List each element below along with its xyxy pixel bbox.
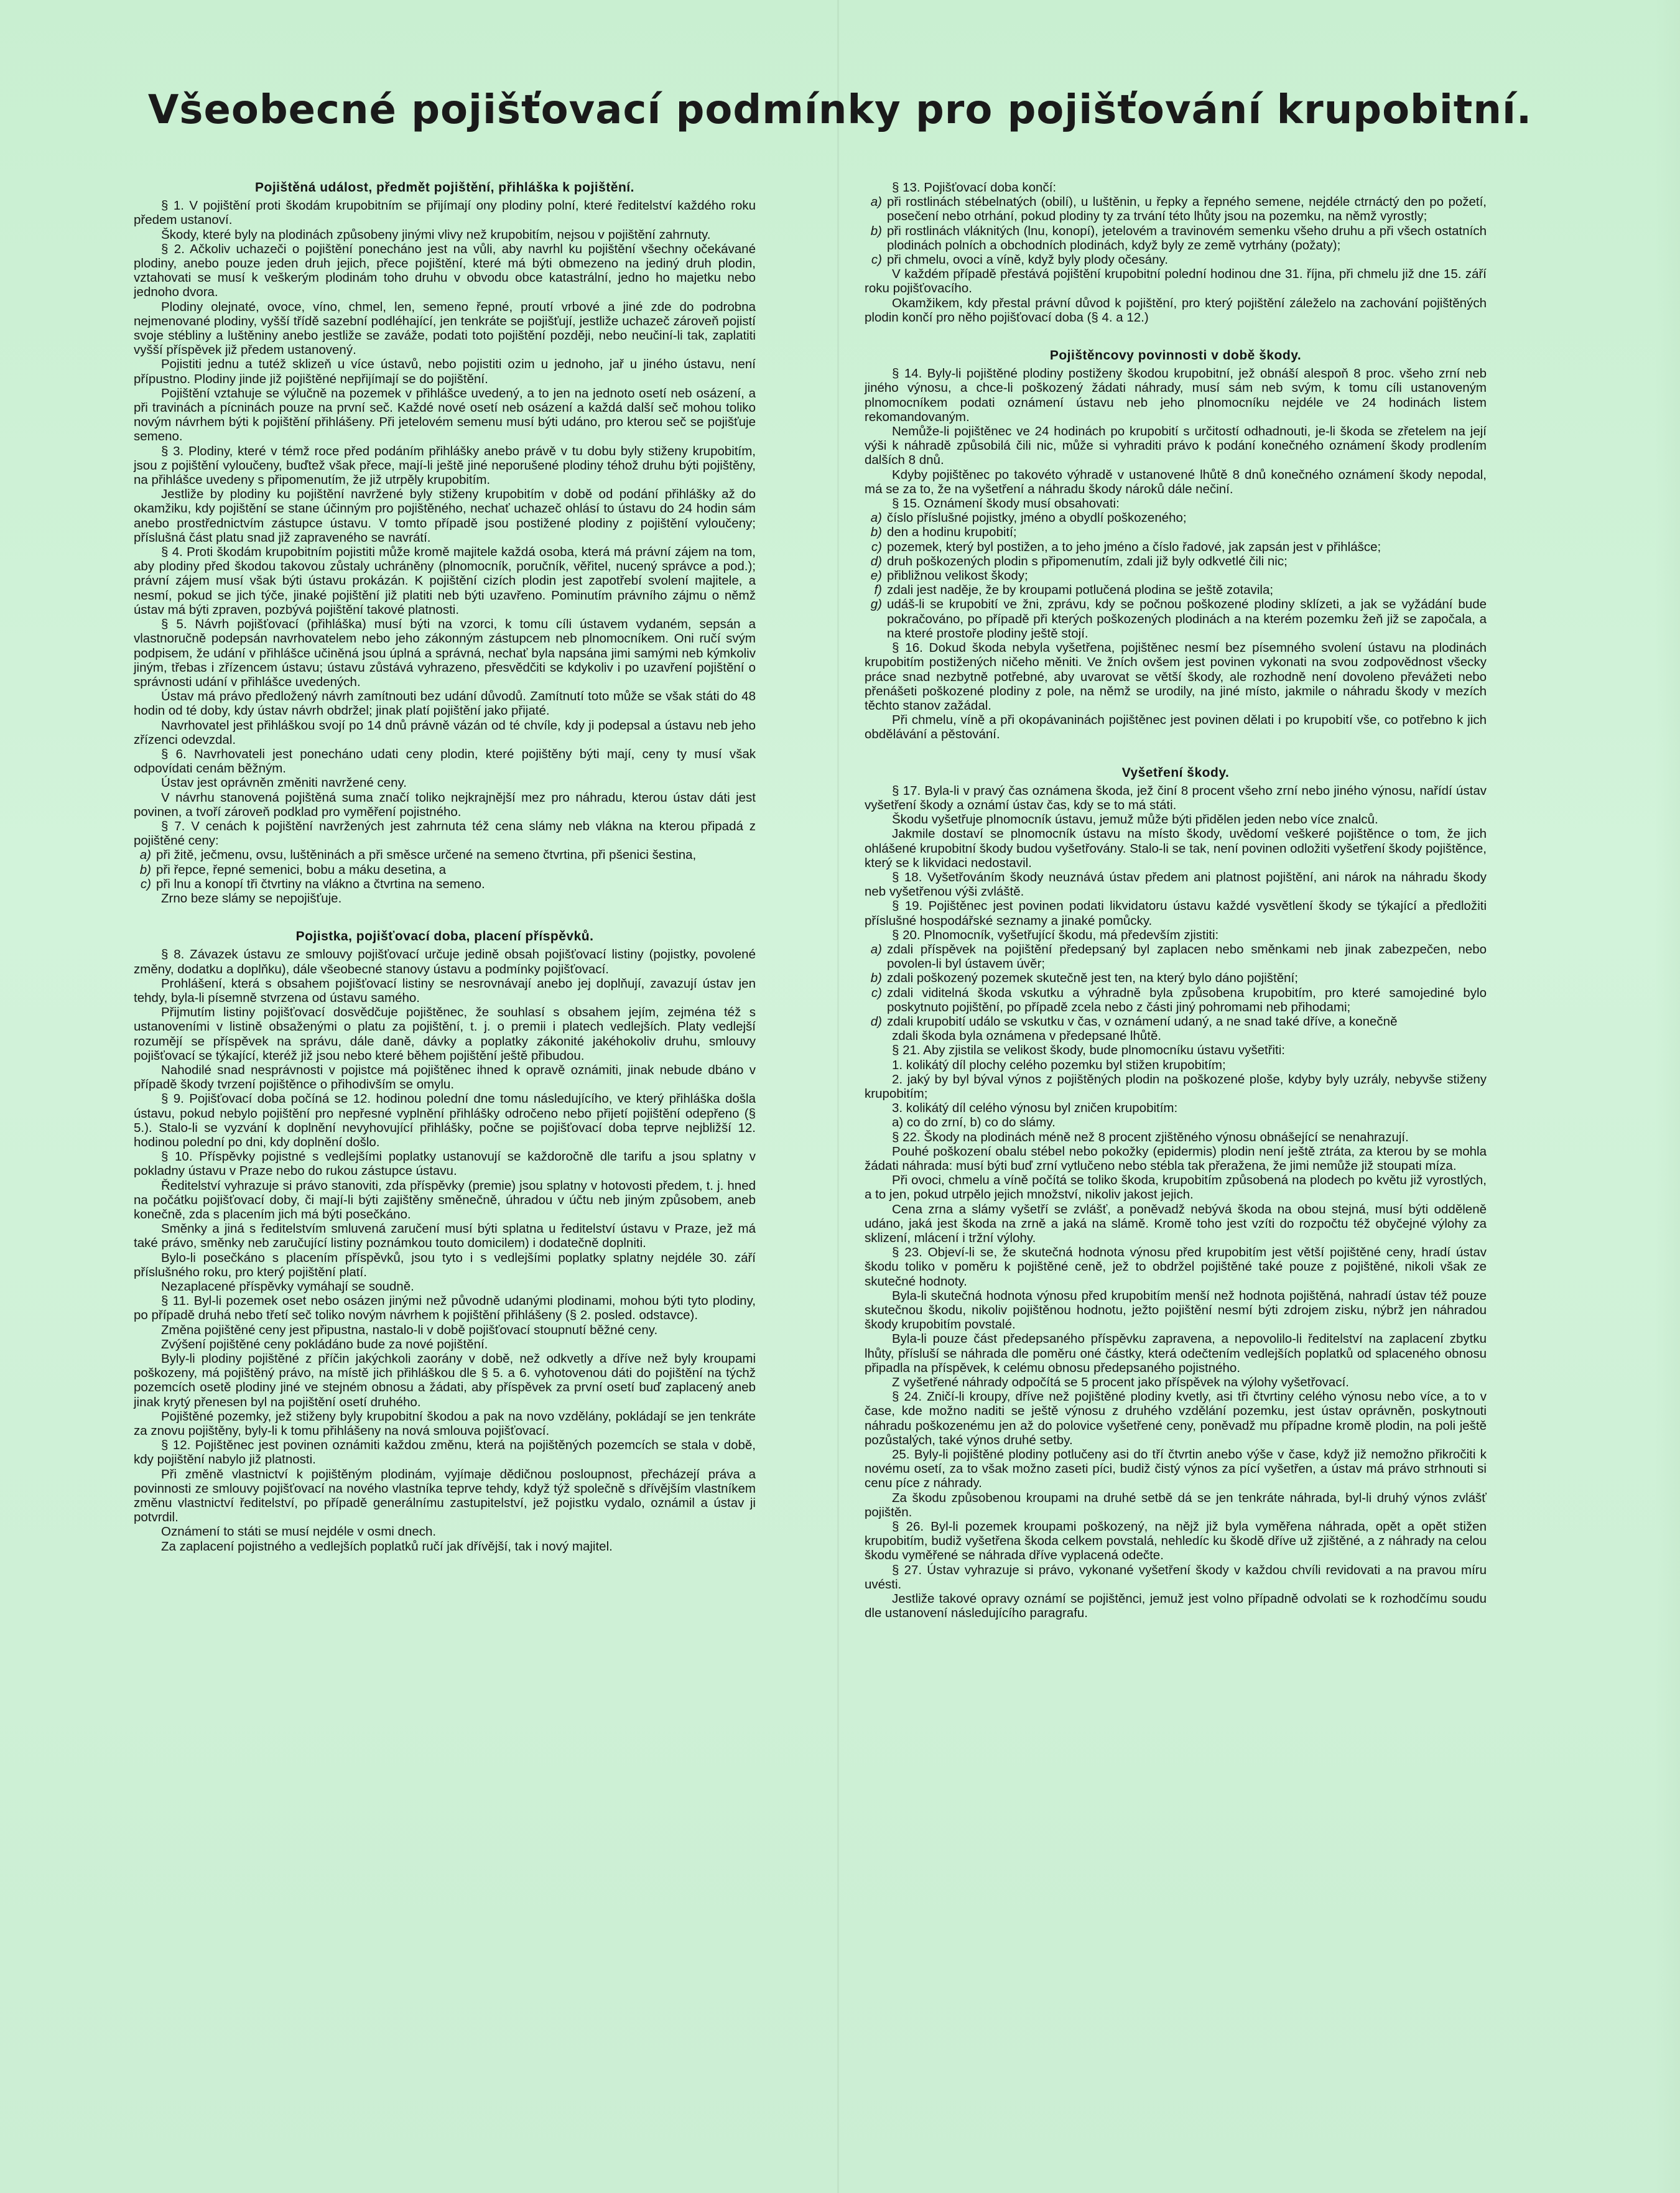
paragraph: § 20. Plnomocník, vyšetřující škodu, má především zjistiti: <box>892 927 1219 942</box>
paragraph: Škody, které byly na plodinách způsobeny jinými vlivy než krupobitím, nejsou v pojištění zahrnuty. <box>161 227 711 242</box>
list-item <box>134 863 756 877</box>
paragraph: § 15. Oznámení škody musí obsahovati: <box>892 496 1120 511</box>
section-heading: Pojištěncovy povinnosti v době škody. <box>1049 348 1302 363</box>
paragraph: Oznámení to státi se musí nejdéle v osmi dnech. <box>161 1524 437 1539</box>
list-item-text: přibližnou velikost škody; <box>887 568 1028 583</box>
list-item <box>865 253 1487 267</box>
paragraph: Nemůže-li pojištěnec ve 24 hodinách po krupobití s určitostí odhadnouti, je-li škoda se zřetelem na její výši k náhradě způsobilá čili nic, může si vyhraditi právo k podání konečného oznámení škody prodlením dalších 8 dnů. <box>865 424 1487 468</box>
list-item-marker: d) <box>870 554 882 568</box>
paragraph: § 14. Byly-li pojištěné plodiny postiženy škodou krupobitní, jež obnáší alespoň 8 proc. všeho zrní neb jiného výnosu, a chce-li poškozený žádati náhrady, musí sám neb svým, k tomu cíli ustanoveným plnomocníkem podati oznámení ústavu neb jeho plnomocníku nejdéle ve 24 hodinách listem rekomandovaným. <box>865 366 1487 424</box>
list-item-marker: b) <box>870 223 882 238</box>
left-column <box>134 180 756 1554</box>
paragraph: § 22. Škody na plodinách méně než 8 procent zjištěného výnosu obnášející se nenahrazují. <box>892 1129 1409 1144</box>
paragraph: Za zaplacení pojistného a vedlejších poplatků ručí jak dřívější, tak i nový majitel. <box>161 1539 613 1554</box>
list-item-marker: d) <box>870 1014 882 1029</box>
paragraph: Byla-li skutečná hodnota výnosu před krupobitím menší než hodnota pojištěná, nahradí ústav též pouze skutečnou škodu, nikoliv pojištěnou hodnotu, ježto pojištění nesmí býti zdrojem zisku, nýbrž jen náhradou škody krupobitím povstalé. <box>865 1288 1487 1332</box>
paragraph: § 9. Pojišťovací doba počíná se 12. hodinou polední dne tomu následujícího, ve který přihláška došla ústavu, pokud nebylo pojištění pro nepřesné vyplnění přihlášky odročeno nebo přijetí pojištění odepřeno (§ 5.). Stalo-li se vyzvání k doplnění nevyhovující přihlášky, počne se pojišťovací doba teprve nejbližší 12. hodinou polední po dni, kdy doplnění došlo. <box>134 1092 756 1149</box>
section-heading: Pojistka, pojišťovací doba, placení příspěvků. <box>295 929 594 944</box>
paragraph: Pouhé poškození obalu stébel nebo pokožky (epidermis) plodin není ještě ztráta, za kterou by se mohla žádati náhrada: musí býti buď zrní vytlučeno nebo stébla tak přeražena, že jimi nemůže již stoupati míza. <box>865 1144 1487 1173</box>
paragraph: Z vyšetřené náhrady odpočítá se 5 procent jako příspěvek na výlohy vyšetřovací. <box>892 1375 1349 1390</box>
right-column <box>865 180 1487 1621</box>
list-item-text: číslo příslušné pojistky, jméno a obydlí poškozeného; <box>887 511 1187 526</box>
list-item <box>865 971 1487 985</box>
section-gap <box>134 906 756 929</box>
list-item-marker: e) <box>870 568 882 583</box>
paragraph: § 11. Byl-li pozemek oset nebo osázen jinými než původně udanými plodinami, mohou býti tyto plodiny, po případě druhá nebo třetí seč toliko novým návrhem k pojištění přihlášeny (§ 2. posled. odstavce). <box>134 1294 756 1323</box>
paragraph: § 12. Pojištěnec jest povinen oznámiti každou změnu, která na pojištěných pozemcích se stala v době, kdy pojištění nabylo již platnosti. <box>134 1438 756 1467</box>
list-item-text: druh poškozených plodin s připomenutím, zdali již byly odkvetlé čili nic; <box>887 554 1288 568</box>
list-item-text: při žitě, ječmenu, ovsu, luštěninách a při směsce určené na semeno čtvrtina, při pšenici šestina, <box>156 848 697 863</box>
section-heading: Vyšetření škody. <box>1121 765 1230 780</box>
paragraph: Navrhovatel jest přihláškou svojí po 14 dnů právně vázán od té chvíle, kdy ji podepsal a ústavu neb jeho zřízenci odevzdal. <box>134 718 756 747</box>
paragraph: Směnky a jiná s ředitelstvím smluvená zaručení musí býti splatna u ředitelství ústavu v Praze, jež má také právo, směnky neb zaručující listiny poznámkou touto domicilem) i dodatečně doplniti. <box>134 1222 756 1251</box>
list-item-marker: b) <box>139 862 151 877</box>
paragraph: 2. jaký by byl býval výnos z pojištěných plodin na poškozené ploše, kdyby byly uzrály, nebyvše stiženy krupobitím; <box>865 1072 1487 1101</box>
paragraph: Byly-li plodiny pojištěné z příčin jakýchkoli zaorány v době, než odkvetly a dříve než byly kroupami poškozeny, má pojištěný právo, na místě jich přihláškou dle § 5. a 6. vyhotovenou dáti do pojištění na týchž pozemcích osetě plodiny jiné ve stejném obnosu a žádati, aby příspěvek za první osetí buď zaplacený aneb jinak krytý přenesen byl na pojištění osetí druhého. <box>134 1352 756 1409</box>
paragraph: Pojištění vztahuje se výlučně na pozemek v přihlášce uvedený, a to jen na jednoto osetí neb osázení, a při travinách a pícninách pouze na první seč. Každé nové osetí neb osázení a každá další seč mohou toliko novým návrhem býti k pojištění přihlášeny. Při jetelovém semenu musí býti udáno, pro kterou seč se pojišťuje semeno. <box>134 386 756 444</box>
paragraph: Byla-li pouze část předepsaného příspěvku zapravena, a nepovolilo-li ředitelství na zaplacení zbytku lhůty, přísluší se náhrada dle poměru oné částky, která odečtením vedlejších poplatků od splaceného obnosu připadla na příspěvek, k celému obnosu předepsaného pojistného. <box>865 1332 1487 1375</box>
list-item-marker: a) <box>870 942 882 957</box>
list-item <box>865 195 1487 223</box>
list-item-text: zdali viditelná škoda vskutku a výhradně byla způsobena krupobitím, pro které samojediné bylo poskytnuto pojištění, po případě zcela nebo z části jiný pohromami neb přihodami; <box>887 985 1487 1014</box>
paragraph: Ředitelství vyhrazuje si právo stanoviti, zda příspěvky (premie) jsou splatny v hotovosti předem, t. j. hned na počátku pojišťovací doby, či mají-li býti zajištěny směnečně, úhradou v účtu neb jiným způsobem, aneb konečně, zda s placením jich má býti posečkáno. <box>134 1178 756 1222</box>
paragraph: Plodiny olejnaté, ovoce, víno, chmel, len, semeno řepné, proutí vrbové a jiné zde do podrobna nejmenované plodiny, vyšší třídě sazební podléhající, jen tenkráte se pojišťují, jestliže uchazeč zároveň pojistí svoje stébliny a luštěniny anebo jestliže se zaváže, podati toto pojištění později, nebo neučiní-li tak, zaplatiti vyšší příspěvek již předem ustanovený. <box>134 299 756 358</box>
paragraph: § 7. V cenách k pojištění navržených jest zahrnuta též cena slámy neb vlákna na kterou připadá z pojištěné ceny: <box>134 818 756 848</box>
list-item-text: při rostlinách stébelnatých (obilí), u luštěnin, u řepky a řepného semene, nejdéle ctrnáctý den po požetí, posečení nebo otrhání, pokud plodiny ty za trvání této lhůty jsou na pozemku, na němž vyrostly; <box>887 195 1487 224</box>
paragraph: § 17. Byla-li v pravý čas oznámena škoda, jež činí 8 procent všeho zrní nebo jiného výnosu, nařídí ústav vyšetření škody a oznámí ústav čas, kdy se to má státi. <box>865 783 1487 812</box>
list-item-marker: g) <box>870 597 882 612</box>
paragraph: Zvýšení pojištěné ceny pokládáno bude za nové pojištění. <box>161 1337 488 1352</box>
paragraph: Ústav jest oprávněn změniti navržené ceny. <box>161 776 407 790</box>
paragraph: Jestliže takové opravy oznámí se pojištěnci, jemuž jest volno případně odvolati se k rozhodčímu soudu dle ustanovení následujícího paragrafu. <box>865 1592 1487 1621</box>
paragraph: V návrhu stanovená pojištěná suma značí toliko nejkrajnější mez pro náhradu, kterou ústav dáti jest povinen, a tvoří zároveň podklad pro vyměření pojistného. <box>134 790 756 819</box>
list-item <box>865 224 1487 253</box>
paragraph: Pojistiti jednu a tutéž sklizeň u více ústavů, nebo pojistiti ozim u jednoho, jař u jiného ústavu, není přípustno. Plodiny jinde již pojištěné nepřijímají se do pojištění. <box>134 357 756 386</box>
list-item-marker: c) <box>871 985 882 1000</box>
list-item-marker: c) <box>871 539 882 554</box>
paragraph: Nezaplacené příspěvky vymáhají se soudně. <box>161 1279 414 1294</box>
list-item-marker: f) <box>874 583 882 598</box>
list-item-text: při chmelu, ovoci a víně, když byly plody očesány. <box>887 253 1168 267</box>
list-item-text: při řepce, řepné semenici, bobu a máku desetina, a <box>156 862 447 877</box>
paragraph: Jestliže by plodiny ku pojištění navržené byly stiženy krupobitím v době od podání přihlášky až do okamžiku, kdy pojištění se stane účinným pro pojištěného, nechať uchazeč ohlásí to ústavu do 24 hodin sám anebo prostřednictvím zástupce ústavu. V tomto případě jsou postižené plodiny z pojištění vyloučeny; příslušná část platu snad již zapraveného se navrátí. <box>134 487 756 545</box>
paragraph: Při chmelu, víně a při okopávaninách pojištěnec jest povinen dělati i po krupobití vše, co potřebno k jich obdělávání a pěstování. <box>865 713 1487 742</box>
list-item <box>865 554 1487 568</box>
list-item <box>865 540 1487 554</box>
paragraph: Kdyby pojištěnec po takovéto výhradě v ustanovené lhůtě 8 dnů konečného oznámení škody nepodal, má se za to, že na vyšetření a náhradu škody nároků dále nečiní. <box>865 467 1487 496</box>
paragraph: Při změně vlastnictví k pojištěným plodinám, vyjímaje dědičnou posloupnost, přecházejí práva a povinnosti ze smlouvy pojišťovací na nového vlastníka teprve tehdy, když týž společně s dřívějším vlastníkem změnu vlastnictví ředitelství, po případě generálnímu zastupitelství, jež pojistku vydalo, oznámil a ústav ji potvrdil. <box>134 1467 756 1525</box>
paragraph: Změna pojištěné ceny jest připustna, nastalo-li v době pojišťovací stoupnutí běžné ceny. <box>161 1322 658 1337</box>
list-item-text: udáš-li se krupobití ve žni, zprávu, kdy se počnou poškozené plodiny sklízeti, a jak se vyžádání bude pokračováno, po případě při kterých poškozených plodinách a na kterém pozemku žeň již se započala, a na které prostoře plodiny ještě stojí. <box>887 597 1487 641</box>
paragraph: § 2. Ačkoliv uchazeči o pojištění ponecháno jest na vůli, aby navrhl ku pojištění všechny očekávané plodiny, anebo pouze jeden druh jejich, přece pojištění, které má býti obmezeno na jediný druh plodin, vztahovati se musí k veškerým plodinám toho druhu v obvodu obce katastrální, jedno ho majetku nebo jednoho dvora. <box>134 241 756 300</box>
paragraph: 1. kolikátý díl plochy celého pozemku byl stižen krupobitím; <box>892 1057 1226 1072</box>
paragraph: Bylo-li posečkáno s placením příspěvků, jsou tyto i s vedlejšími poplatky splatny nejdéle 30. září příslušného roku, pro který pojištění platí. <box>134 1250 756 1279</box>
paragraph: § 4. Proti škodám krupobitním pojistiti může kromě majitele každá osoba, která má právní zájem na tom, aby plodiny před škodou takovou zůstaly uchráněny (plnomocník, poručník, věřitel, nucený správce a pod.); právní zájem musí však býti ústavu prokázán. K pojištění cizích plodin jest zapotřebí svolení majitele, a nesmí, pokud se jich týče, jinaké pojištění již platiti neb býti uzavřeno. Pominutím právního zájmu o němž ústav má býti zpraven, pozbývá pojištění takové platnosti. <box>134 545 756 617</box>
list-item-text: zdali poškozený pozemek skutečně jest ten, na který bylo dáno pojištění; <box>887 971 1298 986</box>
paragraph: § 19. Pojištěnec jest povinen podati likvidatoru ústavu každé vysvětlení škody se týkající a předložiti příslušné hospodářské seznamy a jinaké pomůcky. <box>865 899 1487 928</box>
list-item-marker: a) <box>139 848 151 863</box>
paragraph: Při ovoci, chmelu a víně počítá se toliko škoda, krupobitím způsobená na plodech po květu již vyrostlých, a to jen, pokud utrpělo jejich množství, nikoliv jakost jejich. <box>865 1173 1487 1202</box>
paragraph: § 21. Aby zjistila se velikost škody, bude plnomocníku ústavu vyšetřiti: <box>892 1043 1286 1058</box>
paragraph: Jakmile dostaví se plnomocník ústavu na místo škody, uvědomí veškeré pojištěnce o tom, že jich ohlášené krupobitní škody budou vyšetřovány. Stalo-li se tak, není povinen odložiti vyšetření škody pojištěnce, který se k likvidaci nedostavil. <box>865 827 1487 870</box>
paragraph: § 18. Vyšetřováním škody neuznává ústav předem ani platnost pojištění, ani nárok na náhradu škody neb vyšetřenou výši zvláště. <box>865 869 1487 899</box>
paragraph: § 24. Zničí-li kroupy, dříve než pojištěné plodiny kvetly, asi tři čtvrtiny celého výnosu nebo více, a to v čase, kde možno naditi se ještě výnosu z druhého vzdělání pozemku, jest ústav oprávněn, poskytnouti náhradu poškozenému jen až do polovice vyšetřené ceny, poněvadž mu případne kromě plodin, na poli ještě pozůstalých, také výnos druhé setby. <box>865 1389 1487 1447</box>
paragraph: Ústav má právo předložený návrh zamítnouti bez udání důvodů. Zamítnutí toto může se však státi do 48 hodin od té doby, kdy ústav návrh obdržel; jinak platí pojištění jako přijaté. <box>134 689 756 718</box>
list-item-marker: b) <box>870 971 882 986</box>
paragraph: § 16. Dokud škoda nebyla vyšetřena, pojištěnec nesmí bez písemného svolení ústavu na plodinách krupobitím postižených ničeho měniti. Ve žních ovšem jest povinen vykonati na svou zodpovědnost všecky práce snad nezbytně potřebné, aby uvarovat se větší škody, ale rozhodně není dovoleno převážeti nebo přenášeti poškozené plodiny z pole, na němž se urodily, na jiné místo, jakmile o náhradu škody v mezích těchto stanov zažádal. <box>865 641 1487 713</box>
paragraph: Přijmutím listiny pojišťovací dosvědčuje pojištěnec, že souhlasí s obsahem jejím, zejména též s ustanoveními v listině obsaženými o platu za pojištění, t. j. o premii i platech vedlejších. Platy vedlejší rozumějí se příspěvek na správu, dále daně, dávky a poplatky zákonité jakéhokoliv druhu, smlouvy pojišťovací se týkající, kteréž již jsou nebo které během pojištění ještě přibudou. <box>134 1005 756 1063</box>
list-item-marker: c) <box>140 876 151 891</box>
section-gap <box>865 325 1487 348</box>
paragraph: zdali škoda byla oznámena v předepsané lhůtě. <box>892 1029 1162 1044</box>
paragraph: § 5. Návrh pojišťovací (přihláška) musí býti na vzorci, k tomu cíli ústavem vydaném, sepsán a vlastnoručně podepsán navrhovatelem nebo jeho zákonným zástupcem neb plnomocníkem. Oni ručí svým podpisem, že udání v přihlášce učiněná jsou úplná a správná, nechať byla napsána jimi samými neb kýmkoliv jiným, třebas i zřízencem ústavu; ústavu zůstává vyhrazeno, přesvědčiti se kdykoliv i po uzavření pojištění o správnosti udání v přihlášce uvedených. <box>134 617 756 689</box>
paragraph: Škodu vyšetřuje plnomocník ústavu, jemuž může býti přidělen jeden nebo více znalců. <box>892 812 1378 827</box>
document-title: Všeobecné pojišťovací podmínky pro pojišťování krupobitní. <box>147 87 1533 133</box>
list-item <box>865 942 1487 971</box>
section-heading: Pojištěná událost, předmět pojištění, přihláška k pojištění. <box>255 180 634 195</box>
paragraph: § 10. Příspěvky pojistné s vedlejšími poplatky ustanovují se každoročně dle tarifu a jsou splatny v pokladny ústavu v Praze nebo do rukou zástupce ústavu. <box>134 1149 756 1179</box>
list-item-text: den a hodinu krupobití; <box>887 525 1017 540</box>
list-item-text: při lnu a konopí tři čtvrtiny na vlákno a čtvrtina na semeno. <box>156 876 485 891</box>
list-item <box>134 877 756 891</box>
paragraph: § 1. V pojištění proti škodám krupobitním se přijímají ony plodiny polní, které ředitelství každého roku předem ustanoví. <box>134 198 756 228</box>
list-item-text: zdali jest naděje, že by kroupami potlučená plodina se ještě zotavila; <box>887 583 1274 598</box>
list-item <box>865 568 1487 583</box>
paragraph: Zrno beze slámy se nepojišťuje. <box>161 891 342 906</box>
list-item <box>134 848 756 862</box>
list-item-text: při rostlinách vláknitých (lnu, konopí), jetelovém a travinovém semenku všeho druhu a při všech ostatních plodinách polních a obchodních plodinách, když byly ze země vytrhány (požaty); <box>887 223 1487 253</box>
list-item <box>865 511 1487 525</box>
paragraph: a) co do zrní, b) co do slámy. <box>892 1115 1056 1130</box>
paragraph: § 27. Ústav vyhrazuje si právo, vykonané vyšetření škody v každou chvíli revidovati a na pravou míru uvésti. <box>865 1562 1487 1592</box>
paragraph: 25. Byly-li pojištěné plodiny potlučeny asi do tří čtvrtin anebo výše v čase, když již nemožno přikročiti k novému osetí, za to však možno zaseti píci, budiž čistý výnos za pící vyšetřen, a ústav má právo strhnouti si cenu píce z náhrady. <box>865 1447 1487 1491</box>
list-item <box>865 986 1487 1014</box>
paragraph: § 23. Objeví-li se, že skutečná hodnota výnosu před krupobitím jest větší pojištěné ceny, hradí ústav škodu toliko v poměru k pojištěné ceně, jež to obdržel pojištěné také pouze z pojištěné, nikoli však ze skutečné hodnoty. <box>865 1245 1487 1289</box>
list-item-marker: a) <box>870 195 882 210</box>
page-fold <box>837 0 839 2193</box>
paragraph: Okamžikem, kdy přestal právní důvod k pojištění, pro který pojištění záleželo na zachování pojištěných plodin končí pro něho pojišťovací doba (§ 4. a 12.) <box>865 295 1487 325</box>
list-item <box>865 597 1487 641</box>
paragraph: V každém případě přestává pojištění krupobitní polední hodinou dne 31. října, při chmelu již dne 15. září roku pojišťovacího. <box>865 267 1487 296</box>
paragraph: Nahodilé snad nesprávnosti v pojistce má pojištěnec ihned k opravě oznámiti, jinak nebude dbáno v případě škody tvrzení pojištěnce o přihodivším se omylu. <box>134 1062 756 1092</box>
list-item <box>865 583 1487 597</box>
paragraph: Prohlášení, která s obsahem pojišťovací listiny se nesrovnávají anebo jej doplňují, zavazují ústav jen tehdy, byla-li písemně stvrzena od ústavu samého. <box>134 976 756 1005</box>
list-item-text: pozemek, který byl postižen, a to jeho jméno a číslo řadové, jak zapsán jest v přihlášce; <box>887 539 1381 554</box>
paragraph: Pojištěné pozemky, jež stiženy byly krupobitní škodou a pak na novo vzdělány, pokládají se jen tenkráte za znovu pojištěny, byly-li k tomu přihlášeny na nová smlouva pojišťovací. <box>134 1409 756 1439</box>
paragraph: 3. kolikátý díl celého výnosu byl zničen krupobitím: <box>892 1101 1178 1116</box>
list-item-marker: b) <box>870 525 882 540</box>
paragraph: § 3. Plodiny, které v témž roce před podáním přihlášky anebo právě v tu dobu byly stiženy krupobitím, jsou z pojištění vyloučeny, buďtež však přece, mají-li ještě jiné neporušené plodiny téhož druhu býti pojištěny, na přihlášce uvedeny s připomenutím, že již utrpěly krupobitím. <box>134 443 756 488</box>
list-item-text: zdali příspěvek na pojištění předepsaný byl zaplacen nebo směnkami neb jinak zabezpečen, nebo povolen-li byl ústavem úvěr; <box>887 942 1487 971</box>
paragraph: § 26. Byl-li pozemek kroupami poškozený, na nějž již byla vyměřena náhrada, opět a opět stižen krupobitím, budiž vyšetřena škoda celkem povstalá, nehledíc ku škodě dříve už zjištěné, a z náhrady na celou škodu vyměřené se náhrada dříve vyplacená odečte. <box>865 1519 1487 1563</box>
paragraph: § 6. Navrhovateli jest ponecháno udati ceny plodin, které pojištěny býti mají, ceny ty musí však odpovídati cenám běžným. <box>134 746 756 776</box>
list-item-text: zdali krupobití událo se vskutku v čas, v oznámení udaný, a ne snad také dříve, a konečně <box>887 1014 1398 1029</box>
section-gap <box>865 742 1487 766</box>
page-edge-shadow <box>1655 0 1680 2193</box>
paragraph: § 13. Pojišťovací doba končí: <box>892 180 1057 195</box>
paragraph: Cena zrna a slámy vyšetří se zvlášť, a poněvadž nebývá škoda na obou stejná, musí býti odděleně udáno, jaká jest škoda na zrně a jaká na slámě. Kromě toho jest vzíti do rozpočtu též obyčejné výlohy za sklizení, mlácení i tržní výlohy. <box>865 1202 1487 1246</box>
list-item <box>865 1014 1487 1029</box>
list-item-marker: a) <box>870 511 882 526</box>
list-item <box>865 525 1487 539</box>
list-item-marker: c) <box>871 253 882 267</box>
paragraph: § 8. Závazek ústavu ze smlouvy pojišťovací určuje jedině obsah pojišťovací listiny (pojistky, povolené změny, dodatku a doplňku), dále všeobecné stanovy ústavu a podmínky pojišťovací. <box>134 947 756 976</box>
paragraph: Za škodu způsobenou kroupami na druhé setbě dá se jen tenkráte náhrada, byl-li druhý výnos zvlášť pojištěn. <box>865 1490 1487 1519</box>
